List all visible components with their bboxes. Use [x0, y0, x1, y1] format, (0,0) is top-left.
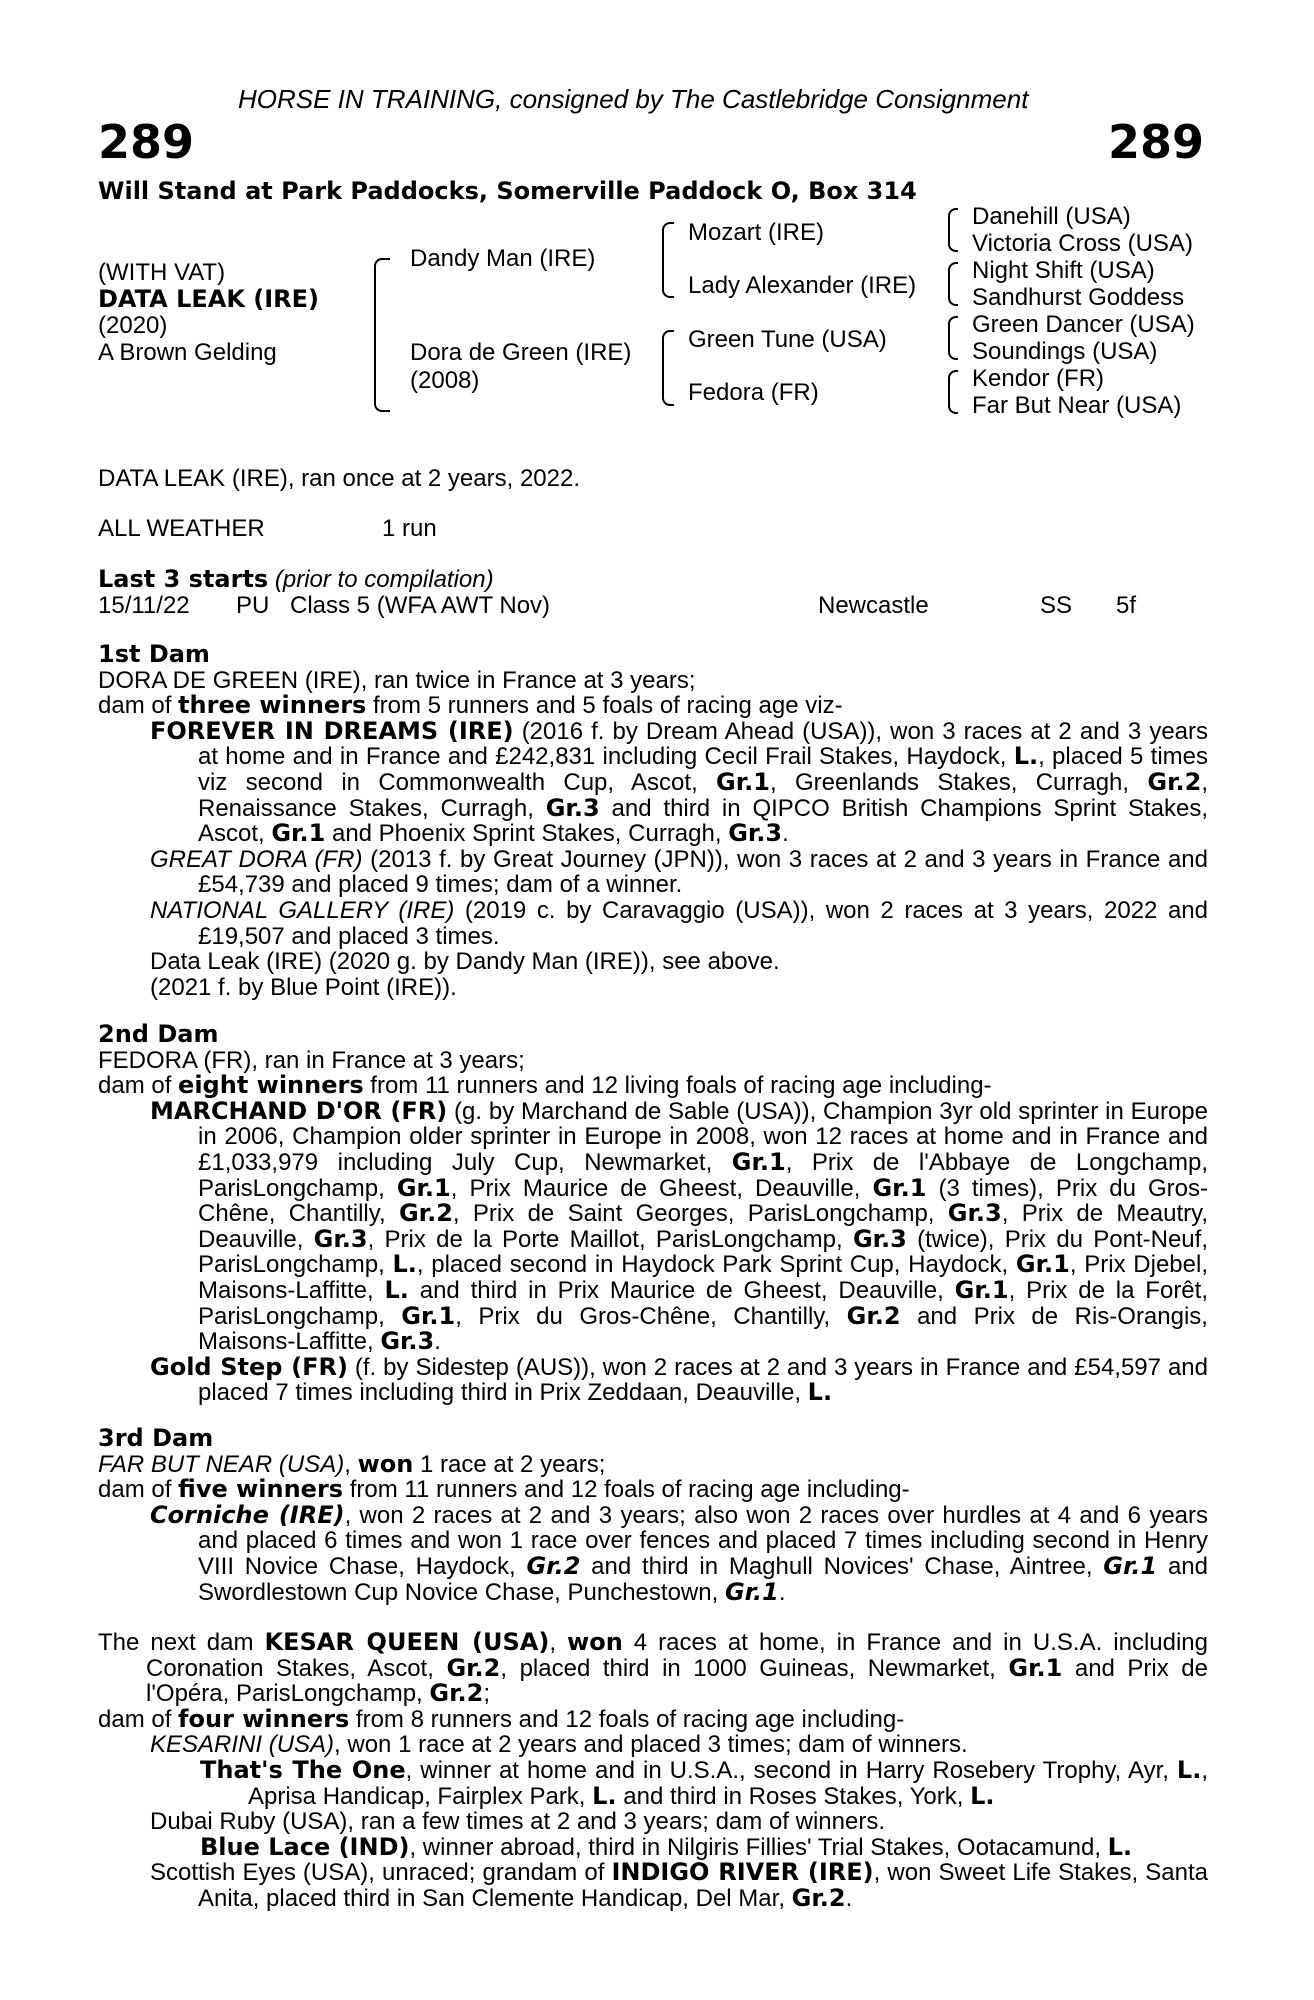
produce-thats-the-one: That's The One, winner at home and in U.S.A., second in Harry Rosebery Trophy, Ayr, L., Aprisa Handicap, Fairplex Park, L. and third in Roses Stakes, York, L.: [200, 1755, 1208, 1810]
third-dam-section: [98, 1426, 1208, 1605]
horse-year: (2020): [98, 312, 168, 339]
bracket-gg2: [948, 262, 958, 306]
produce-forever-in-dreams: FOREVER IN DREAMS (IRE) (2016 f. by Dream Ahead (USA)), won 3 races at 2 and 3 years at home and in France and £242,831 including Cecil Frail Stakes, Haydock, L., placed 5 times viz second in Commonwealth Cup, Ascot, Gr.1, Greenlands Stakes, Curragh, Gr.2, Renaissance Stakes, Curragh, Gr.3 and third in QIPCO British Champions Sprint Stakes, Ascot, Gr.1 and Phoenix Sprint Stakes, Curragh, Gr.3.: [150, 716, 1209, 848]
surface-label: ALL WEATHER: [98, 515, 265, 542]
third-dam-heading: 3rd Dam: [98, 1424, 214, 1452]
start-date: 15/11/22: [98, 592, 190, 619]
start-going: SS: [1040, 592, 1073, 619]
next-dam-record: The next dam KESAR QUEEN (USA), won 4 races at home, in France and in U.S.A. including Coronation Stakes, Ascot, Gr.2, placed third in 1000 Guineas, Newmarket, Gr.1 and Prix de l'Opéra, ParisLongchamp, Gr.2;: [98, 1628, 1209, 1708]
third-dam-produce: dam of five winners from 11 runners and 12 foals of racing age including-: [98, 1475, 910, 1504]
sire: Dandy Man (IRE): [410, 245, 596, 272]
start-race: Class 5 (WFA AWT Nov): [290, 592, 551, 619]
gg-7: Kendor (FR): [972, 365, 1105, 392]
vat-note: (WITH VAT): [98, 259, 226, 286]
bracket-gg3: [948, 316, 958, 360]
start-distance: 5f: [1116, 592, 1137, 619]
last-starts-note: (prior to compilation): [274, 566, 494, 593]
first-dam-record: DORA DE GREEN (IRE), ran twice in France at 3 years;: [98, 666, 696, 694]
second-dam-section: [98, 1022, 1208, 1406]
last-starts-title: Last 3 starts: [98, 565, 269, 593]
produce-national-gallery: NATIONAL GALLERY (IRE) (2019 c. by Caravaggio (USA)), won 2 races at 3 years, 2022 and £19,507 and placed 3 times.: [150, 896, 1209, 950]
produce-corniche: Corniche (IRE), won 2 races at 2 and 3 years; also won 2 races over hurdles at 4 and 6 years and placed 6 times and won 1 race over fences and placed 7 times including second in Henry VIII Novice Chase, Haydock, Gr.2 and third in Maghull Novices' Chase, Aintree, Gr.1 and Swordlestown Cup Novice Chase, Punchestown, Gr.1.: [150, 1500, 1209, 1606]
start-position: PU: [236, 592, 270, 619]
lot-number-right: 289: [1107, 115, 1204, 169]
first-dam-section: [98, 642, 1208, 1000]
third-dam-record: FAR BUT NEAR (USA), won 1 race at 2 years;: [98, 1449, 606, 1478]
bracket-gg4: [948, 370, 958, 414]
second-dam-produce: dam of eight winners from 11 runners and 12 living foals of racing age including-: [98, 1071, 992, 1100]
dam-sire: Green Tune (USA): [688, 326, 887, 353]
produce-dubai-ruby: Dubai Ruby (USA), ran a few times at 2 and 3 years; dam of winners.: [150, 1808, 885, 1836]
second-dam-record: FEDORA (FR), ran in France at 3 years;: [98, 1046, 525, 1074]
surface-value: 1 run: [382, 515, 437, 542]
produce-2021-filly: (2021 f. by Blue Point (IRE)).: [150, 973, 457, 1001]
bracket-gg1: [948, 208, 958, 252]
first-dam-produce: dam of three winners from 5 runners and 5 foals of racing age viz-: [98, 691, 843, 720]
dam: Dora de Green (IRE): [410, 339, 632, 366]
sire-dam: Lady Alexander (IRE): [688, 272, 917, 299]
first-dam-heading: 1st Dam: [98, 640, 210, 668]
horse-name: DATA LEAK (IRE): [98, 285, 320, 313]
produce-great-dora: GREAT DORA (FR) (2013 f. by Great Journey (JPN)), won 3 races at 2 and 3 years in France and £54,739 and placed 9 times; dam of a winner.: [150, 845, 1209, 899]
produce-blue-lace: Blue Lace (IND), winner abroad, third in Nilgiris Fillies' Trial Stakes, Ootacamund, L.: [200, 1832, 1133, 1861]
lot-number-left: 289: [98, 115, 195, 169]
bracket-main: [374, 258, 390, 412]
start-course: Newcastle: [818, 592, 929, 619]
horse-description: A Brown Gelding: [98, 339, 277, 366]
gg-3: Night Shift (USA): [972, 257, 1155, 284]
last-starts-heading: [98, 566, 494, 593]
gg-5: Green Dancer (USA): [972, 311, 1195, 338]
produce-kesarini: KESARINI (USA), won 1 race at 2 years and placed 3 times; dam of winners.: [150, 1731, 968, 1759]
next-dam-section: [98, 1630, 1208, 1912]
sire-sire: Mozart (IRE): [688, 219, 825, 246]
bracket-dam: [662, 330, 674, 406]
race-summary: DATA LEAK (IRE), ran once at 2 years, 2022.: [98, 465, 581, 492]
produce-gold-step: Gold Step (FR) (f. by Sidestep (AUS)), won 2 races at 2 and 3 years in France and £54,597 and placed 7 times including third in Prix Zeddaan, Deauville, L.: [150, 1352, 1208, 1407]
gg-6: Soundings (USA): [972, 338, 1158, 365]
bracket-sire: [662, 222, 674, 298]
produce-data-leak: Data Leak (IRE) (2020 g. by Dandy Man (IRE)), see above.: [150, 948, 780, 976]
second-dam-heading: 2nd Dam: [98, 1020, 219, 1048]
stabling-line: Will Stand at Park Paddocks, Somerville Paddock O, Box 314: [98, 177, 917, 205]
gg-2: Victoria Cross (USA): [972, 230, 1193, 257]
consignor-line: HORSE IN TRAINING, consigned by The Castlebridge Consignment: [238, 84, 1029, 114]
gg-8: Far But Near (USA): [972, 392, 1182, 419]
dam-dam: Fedora (FR): [688, 379, 819, 406]
gg-1: Danehill (USA): [972, 203, 1131, 230]
produce-scottish-eyes: Scottish Eyes (USA), unraced; grandam of INDIGO RIVER (IRE), won Sweet Life Stakes, Santa Anita, placed third in San Clemente Handicap, Del Mar, Gr.2.: [150, 1858, 1209, 1912]
dam-year: (2008): [410, 367, 480, 394]
gg-4: Sandhurst Goddess: [972, 284, 1185, 311]
next-dam-produce: dam of four winners from 8 runners and 12 foals of racing age including-: [98, 1704, 905, 1733]
produce-marchand-dor: MARCHAND D'OR (FR) (g. by Marchand de Sable (USA)), Champion 3yr old sprinter in Europe in 2006, Champion older sprinter in Europe in 2008, won 12 races at home and in France and £1,033,979 including July Cup, Newmarket, Gr.1, Prix de l'Abbaye de Longchamp, ParisLongchamp, Gr.1, Prix Maurice de Gheest, Deauville, Gr.1 (3 times), Prix du Gros-Chêne, Chantilly, Gr.2, Prix de Saint Georges, ParisLongchamp, Gr.3, Prix de Meautry, Deauville, Gr.3, Prix de la Porte Maillot, ParisLongchamp, Gr.3 (twice), Prix du Pont-Neuf, ParisLongchamp, L., placed second in Haydock Park Sprint Cup, Haydock, Gr.1, Prix Djebel, Maisons-Laffitte, L. and third in Prix Maurice de Gheest, Deauville, Gr.1, Prix de la Forêt, ParisLongchamp, Gr.1, Prix du Gros-Chêne, Chantilly, Gr.2 and Prix de Ris-Orangis, Maisons-Laffitte, Gr.3.: [150, 1096, 1209, 1356]
